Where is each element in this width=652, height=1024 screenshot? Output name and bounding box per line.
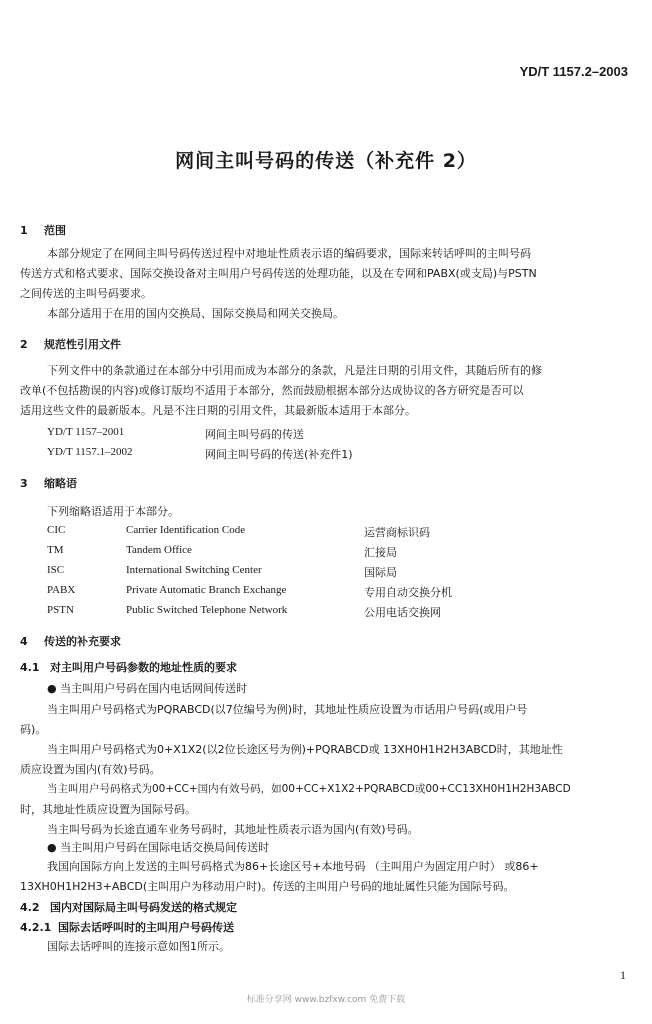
abbrev-full: International Switching Center [126,564,262,576]
paragraph-line: 码)。 [20,723,47,736]
abbrev-full: Private Automatic Branch Exchange [126,584,287,596]
abbrev-code: TM [47,544,64,556]
subsection-4-1-heading [20,659,237,675]
section-title: 对主叫用户号码参数的地址性质的要求 [50,661,237,674]
paragraph-line: 之间传送的主叫号码要求。 [20,287,152,300]
ref-code: YD/T 1157.1–2002 [47,446,133,458]
paragraph-line: 当主叫用户号码格式为00+CC+国内有效号码，如00+CC+X1X2+PQRABCD或00+CC13XH0H1H2H3ABCD [47,783,571,795]
section-3-heading [20,475,77,491]
paragraph-line: 下列文件中的条款通过在本部分中引用而成为本部分的条款，凡是注日期的引用文件，其随后所有的修 [47,364,542,377]
paragraph-line: 时，其地址性质应设置为国际号码。 [20,803,196,816]
abbrev-cn: 国际局 [364,566,397,579]
section-title: 缩略语 [44,477,77,490]
paragraph-line: 当主叫号码为长途直通车业务号码时，其地址性质表示语为国内(有效)号码。 [47,823,419,836]
section-number: 4.2 [20,901,40,914]
abbrev-cn: 运营商标识码 [364,526,430,539]
section-number: 4 [20,635,28,648]
paragraph-line: 改单(不包括勘误的内容)或修订版均不适用于本部分，然而鼓励根据本部分达成协议的各方研究是否可以 [20,384,524,397]
paragraph-line: 我国向国际方向上发送的主叫号码格式为86+长途区号+本地号码 （主叫用户为固定用户时） 或86+ [47,860,539,873]
section-number: 4.1 [20,661,40,674]
paragraph-line: 下列缩略语适用于本部分。 [47,505,179,518]
section-title: 国内对国际局主叫号码发送的格式规定 [50,901,237,914]
subsection-4-2-heading [20,899,237,915]
paragraph-line: 本部分规定了在网间主叫号码传送过程中对地址性质表示语的编码要求，国际来转话呼叫的主叫号码 [47,247,531,260]
abbrev-code: ISC [47,564,65,576]
subsection-4-2-1-heading [20,919,234,935]
paragraph-line: 当主叫用户号码格式为PQRABCD(以7位编号为例)时，其地址性质应设置为市话用户号码(或用户号 [47,703,528,716]
section-number: 3 [20,477,28,490]
section-2-heading [20,336,121,352]
section-title: 国际去话呼叫时的主叫用户号码传送 [58,921,234,934]
section-title: 范围 [44,224,66,237]
ref-title: 网间主叫号码的传送(补充件1) [205,448,353,461]
section-title: 规范性引用文件 [44,338,121,351]
abbrev-code: PABX [47,584,76,596]
abbrev-full: Public Switched Telephone Network [126,604,288,616]
section-title: 传送的补充要求 [44,635,121,648]
abbrev-cn: 公用电话交换网 [364,606,441,619]
section-4-heading [20,633,121,649]
paragraph-line: 当主叫用户号码格式为0+X1X2(以2位长途区号为例)+PQRABCD或 13XH0H1H2H3ABCD时，其地址性 [47,743,563,756]
paragraph-line: 国际去话呼叫的连接示意如图1所示。 [47,940,230,953]
abbrev-full: Carrier Identification Code [126,524,246,536]
footer-watermark: 标准分享网 www.bzfxw.com 免费下载 [246,995,406,1005]
bullet-item: ● 当主叫用户号码在国际电话交换局间传送时 [47,841,270,854]
standard-code: YD/T 1157.2–2003 [519,64,628,79]
section-number: 4.2.1 [20,921,52,934]
abbrev-code: PSTN [47,604,74,616]
bullet-item: ● 当主叫用户号码在国内电话网间传送时 [47,682,248,695]
paragraph-line: 适用这些文件的最新版本。凡是不注日期的引用文件，其最新版本适用于本部分。 [20,404,416,417]
abbrev-cn: 汇接局 [364,546,397,559]
abbrev-cn: 专用自动交换分机 [364,586,452,599]
paragraph-line: 本部分适用于在用的国内交换局、国际交换局和网关交换局。 [47,307,344,320]
section-number: 2 [20,338,28,351]
paragraph-line: 13XH0H1H2H3+ABCD(主叫用户为移动用户时)。传送的主叫用户号码的地址属性只能为国际号码。 [20,880,515,893]
section-number: 1 [20,224,28,237]
section-1-heading [20,222,66,238]
abbrev-full: Tandem Office [126,544,192,556]
paragraph-line: 质应设置为国内(有效)号码。 [20,763,161,776]
page-number: 1 [620,968,626,982]
ref-code: YD/T 1157–2001 [47,426,125,438]
ref-title: 网间主叫号码的传送 [205,428,304,441]
paragraph-line: 传送方式和格式要求、国际交换设备对主叫用户号码传送的处理功能，以及在专网和PABX(或支局)与PSTN [20,267,537,280]
abbrev-code: CIC [47,524,66,536]
document-title: 网间主叫号码的传送（补充件 2） [175,150,477,172]
